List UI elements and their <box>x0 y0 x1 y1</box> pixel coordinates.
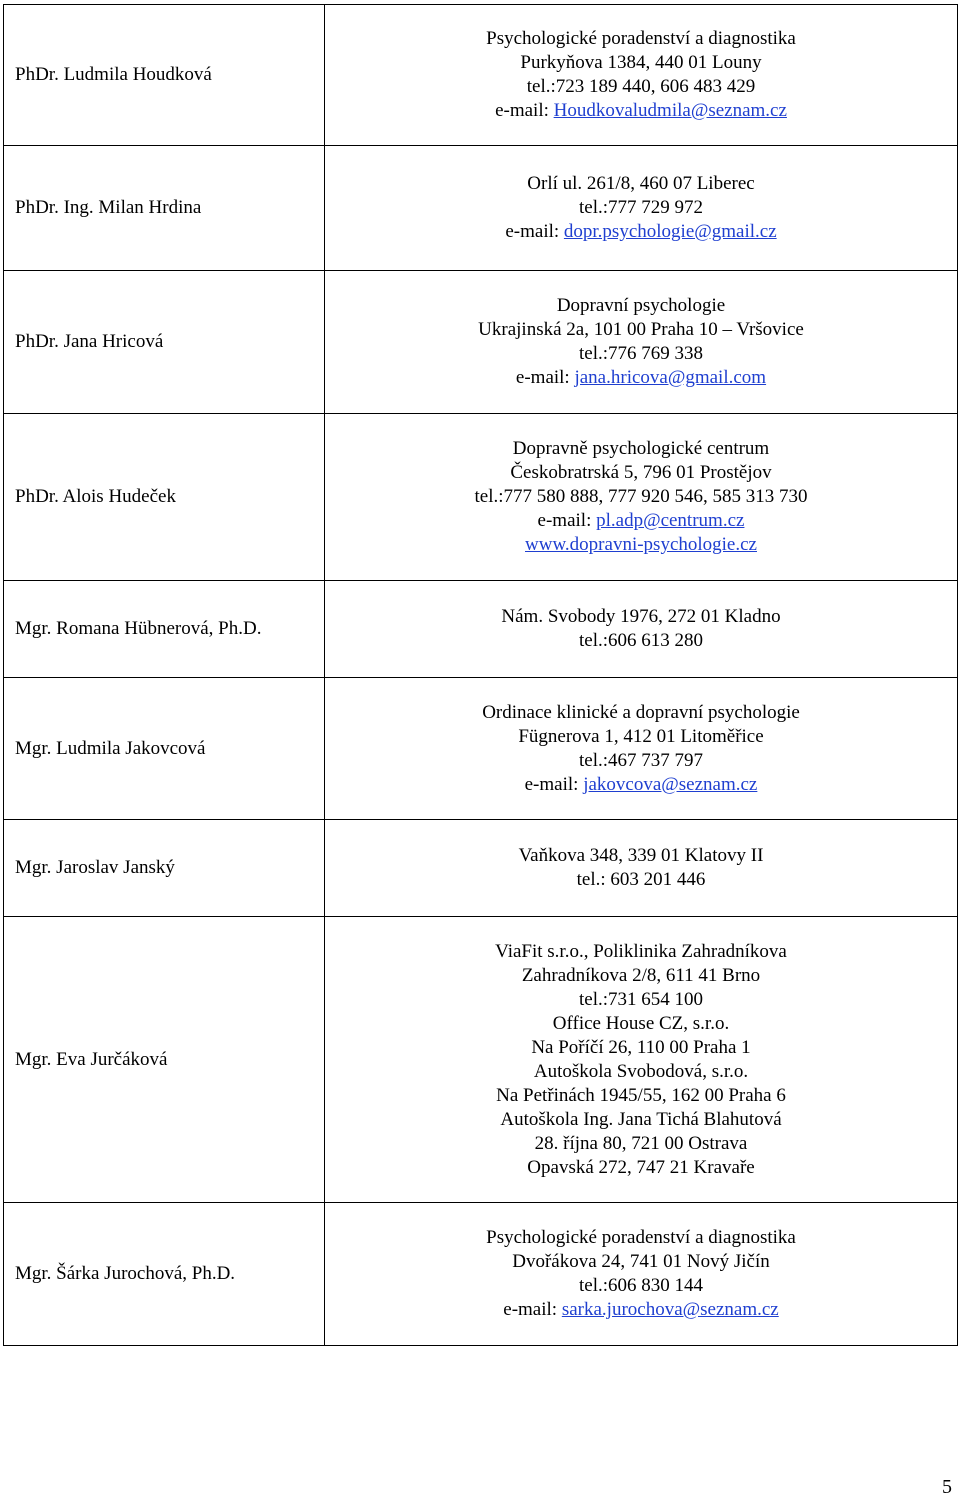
info-line: tel.:723 189 440, 606 483 429 <box>526 76 756 97</box>
email-link[interactable]: Houdkovaludmila@seznam.cz <box>553 100 787 121</box>
info-line: tel.:731 654 100 <box>578 988 704 1010</box>
name-cell <box>4 917 325 1203</box>
info-line <box>325 773 957 797</box>
name-cell <box>4 678 325 820</box>
info-cell <box>325 5 958 146</box>
info-line: Purkyňova 1384, 440 01 Louny <box>520 52 762 73</box>
person-name: PhDr. Jana Hricová <box>15 331 164 352</box>
email-label: e-mail: <box>537 510 597 531</box>
info-line: Dvořákova 24, 741 01 Nový Jičín <box>512 1251 770 1272</box>
info-line: tel.:776 769 338 <box>578 343 704 364</box>
info-line: Ukrajinská 2a, 101 00 Praha 10 – Vršovice <box>478 319 804 340</box>
email-link[interactable]: sarka.jurochova@seznam.cz <box>561 1299 779 1320</box>
info-line: tel.: 603 201 446 <box>576 869 706 890</box>
info-cell <box>325 414 958 581</box>
table-row <box>4 146 958 271</box>
email-link[interactable]: dopr.psychologie@gmail.cz <box>563 221 777 242</box>
contacts-table-body <box>4 5 958 1346</box>
name-cell <box>4 581 325 678</box>
info-line: Zahradníkova 2/8, 611 41 Brno <box>521 964 761 986</box>
info-line: Na Poříčí 26, 110 00 Praha 1 <box>531 1036 751 1058</box>
info-line: tel.:777 729 972 <box>578 197 704 218</box>
info-line: Fügnerova 1, 412 01 Litoměřice <box>518 725 764 747</box>
info-line <box>325 509 957 533</box>
person-name: PhDr. Ing. Milan Hrdina <box>15 197 202 218</box>
person-name: Mgr. Romana Hübnerová, Ph.D. <box>15 618 262 639</box>
info-line: Orlí ul. 261/8, 460 07 Liberec <box>527 173 755 194</box>
info-line: ViaFit s.r.o., Poliklinika Zahradníkova <box>495 940 787 962</box>
info-line: Na Petřinách 1945/55, 162 00 Praha 6 <box>496 1084 786 1106</box>
email-link[interactable]: jana.hricova@gmail.com <box>574 367 767 388</box>
info-line <box>325 99 957 123</box>
name-cell <box>4 271 325 414</box>
table-row <box>4 678 958 820</box>
person-name: Mgr. Eva Jurčáková <box>15 1048 168 1070</box>
website-link[interactable]: www.dopravni-psychologie.cz <box>525 534 757 555</box>
info-line <box>325 533 957 557</box>
info-line: 28. října 80, 721 00 Ostrava <box>534 1132 748 1154</box>
info-line: Vaňkova 348, 339 01 Klatovy II <box>518 845 764 866</box>
info-line: tel.:606 613 280 <box>578 630 704 651</box>
table-row <box>4 5 958 146</box>
page-number: 5 <box>942 1476 952 1498</box>
info-cell <box>325 146 958 271</box>
person-name: Mgr. Šárka Jurochová, Ph.D. <box>15 1263 236 1284</box>
person-name: Mgr. Jaroslav Janský <box>15 857 175 878</box>
info-line: tel.:467 737 797 <box>578 749 704 771</box>
email-label: e-mail: <box>515 367 575 388</box>
info-line: Nám. Svobody 1976, 272 01 Kladno <box>501 606 781 627</box>
person-name: PhDr. Alois Hudeček <box>15 486 176 507</box>
name-cell <box>4 146 325 271</box>
info-cell <box>325 917 958 1203</box>
email-label: e-mail: <box>495 100 554 121</box>
email-label: e-mail: <box>505 221 564 242</box>
name-cell <box>4 5 325 146</box>
person-name: PhDr. Ludmila Houdková <box>15 64 212 85</box>
info-line <box>325 366 957 390</box>
info-cell <box>325 581 958 678</box>
table-row <box>4 1203 958 1346</box>
info-line <box>325 1298 957 1322</box>
table-row <box>4 820 958 917</box>
name-cell <box>4 820 325 917</box>
info-line: Opavská 272, 747 21 Kravaře <box>527 1156 755 1178</box>
table-row <box>4 581 958 678</box>
email-label: e-mail: <box>503 1299 562 1320</box>
table-row <box>4 917 958 1203</box>
info-line: tel.:606 830 144 <box>578 1275 704 1296</box>
info-line: Office House CZ, s.r.o. <box>552 1012 730 1034</box>
info-line: tel.:777 580 888, 777 920 546, 585 313 730 <box>474 486 808 507</box>
info-line: Ordinace klinické a dopravní psychologie <box>482 701 800 723</box>
info-line: Psychologické poradenství a diagnostika <box>486 28 796 49</box>
name-cell <box>4 1203 325 1346</box>
info-cell <box>325 271 958 414</box>
email-link[interactable]: pl.adp@centrum.cz <box>596 510 745 531</box>
contacts-table <box>3 4 958 1346</box>
table-row <box>4 414 958 581</box>
info-cell <box>325 1203 958 1346</box>
info-line: Autoškola Svobodová, s.r.o. <box>533 1060 749 1082</box>
info-line: Dopravně psychologické centrum <box>512 438 770 459</box>
email-label: e-mail: <box>524 773 584 795</box>
info-cell <box>325 820 958 917</box>
info-line: Českobratrská 5, 796 01 Prostějov <box>510 462 772 483</box>
info-line <box>325 220 957 244</box>
info-line: Psychologické poradenství a diagnostika <box>486 1227 796 1248</box>
info-line: Autoškola Ing. Jana Tichá Blahutová <box>500 1108 782 1130</box>
info-cell <box>325 678 958 820</box>
email-link[interactable]: jakovcova@seznam.cz <box>583 773 758 795</box>
info-line: Dopravní psychologie <box>556 295 726 316</box>
table-row <box>4 271 958 414</box>
person-name: Mgr. Ludmila Jakovcová <box>15 737 206 759</box>
name-cell <box>4 414 325 581</box>
